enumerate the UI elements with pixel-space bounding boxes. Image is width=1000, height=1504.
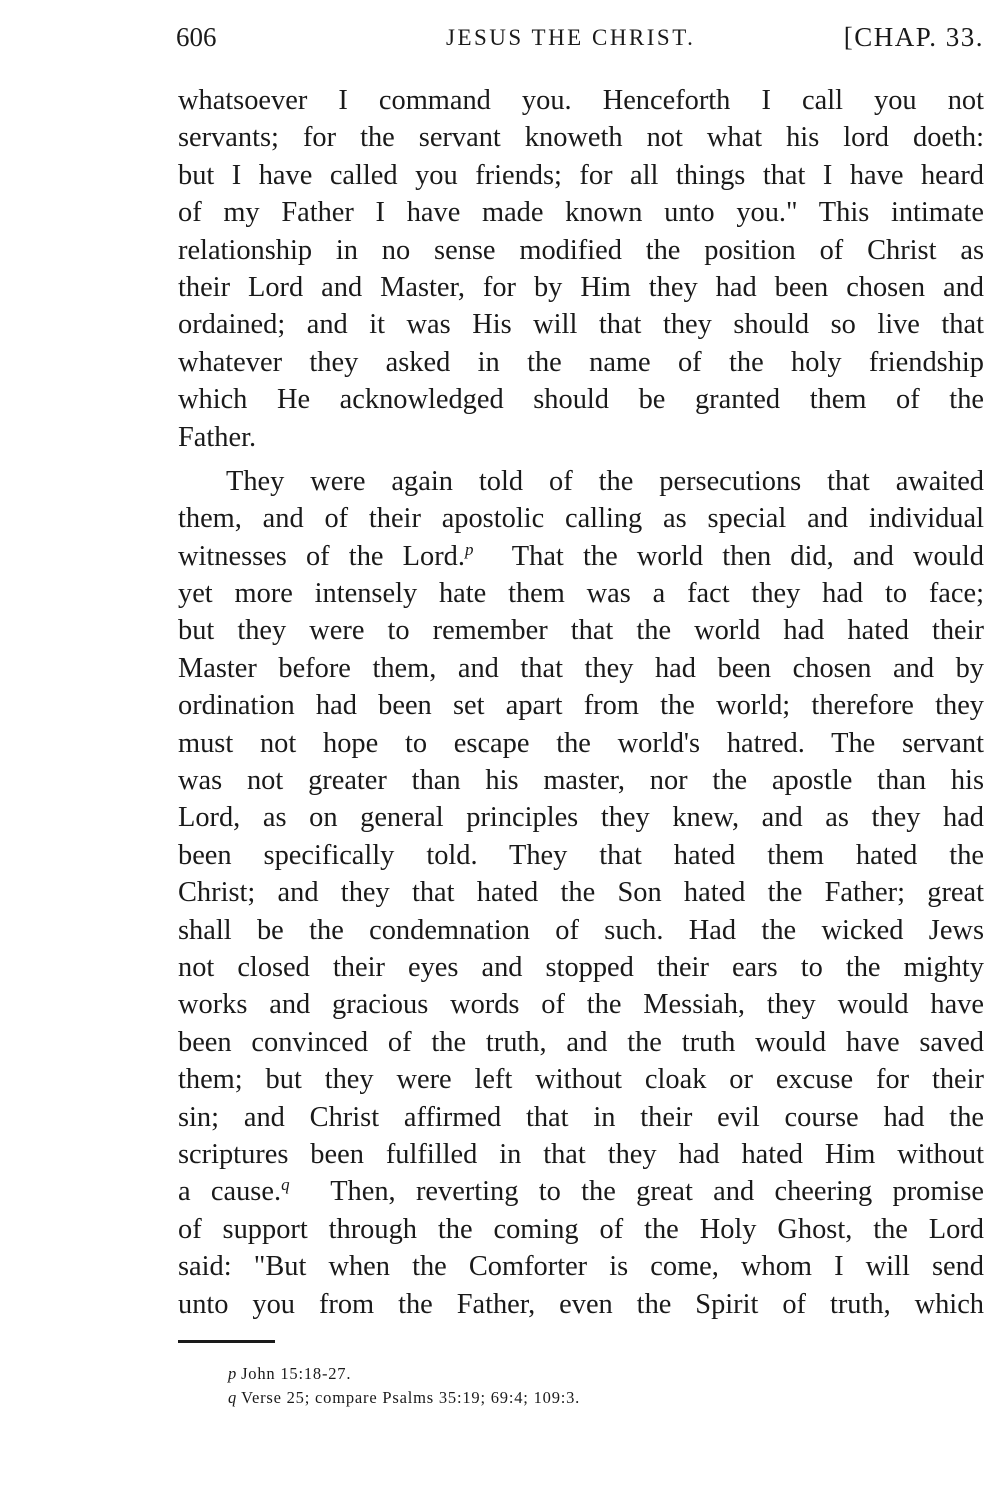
book-title: JESUS THE CHRIST.: [446, 25, 696, 50]
chapter-label: [CHAP. 33.: [843, 22, 984, 52]
footnote-mark: q: [228, 1388, 238, 1407]
footnotes: [228, 1362, 580, 1410]
page-number: 606: [176, 22, 217, 52]
text-segment: Then, reverting to the great and cheering promise: [330, 1176, 984, 1208]
footnote-ref-p[interactable]: p: [464, 539, 474, 559]
text-line: whatever they asked in the name of the holy friendship: [178, 346, 984, 378]
text-line: servants; for the servant knoweth not what his lord doeth:: [178, 122, 984, 154]
text-segment: witnesses of the Lord.: [178, 540, 465, 572]
text-line: Christ; and they that hated the Son hated the Father; great: [178, 877, 984, 909]
text-line: but they were to remember that the world had hated their: [178, 615, 984, 647]
text-line: Father.: [178, 421, 257, 453]
text-line: works and gracious words of the Messiah, they would have: [178, 989, 984, 1021]
paragraph-1: [178, 82, 984, 456]
footnote-q: [228, 1386, 580, 1410]
running-head: [176, 22, 984, 62]
text-line: [178, 538, 984, 575]
text-line: yet more intensely hate them was a fact they had to face;: [178, 578, 984, 610]
text-line: but I have called you friends; for all things that I have heard: [178, 159, 984, 191]
text-line: not closed their eyes and stopped their ears to the mighty: [178, 951, 984, 983]
text-segment: That the world then did, and would: [511, 540, 984, 572]
text-line: of my Father I have made known unto you." This intimate: [178, 197, 984, 229]
text-line: shall be the condemnation of such. Had the wicked Jews: [178, 914, 984, 946]
text-segment: a cause.: [178, 1176, 282, 1208]
footnote-text: Verse 25; compare Psalms 35:19; 69:4; 109:3.: [241, 1388, 581, 1407]
text-line: [178, 1173, 984, 1210]
text-line: They were again told of the persecutions that awaited: [226, 465, 984, 497]
body-text: [178, 82, 984, 1323]
footnote-rule: [178, 1340, 275, 1343]
text-line: which He acknowledged should be granted them of the: [178, 384, 984, 416]
text-line: their Lord and Master, for by Him they had been chosen and: [178, 271, 984, 303]
text-line: must not hope to escape the world's hatred. The servant: [178, 727, 984, 759]
text-line: was not greater than his master, nor the apostle than his: [178, 765, 984, 797]
text-line: ordination had been set apart from the world; therefore they: [178, 690, 984, 722]
text-line: been convinced of the truth, and the truth would have saved: [178, 1026, 984, 1058]
text-line: said: "But when the Comforter is come, whom I will send: [178, 1251, 984, 1283]
text-line: them; but they were left without cloak or excuse for their: [178, 1064, 984, 1096]
text-line: been specifically told. They that hated them hated the: [178, 839, 984, 871]
text-line: scriptures been fulfilled in that they had hated Him without: [178, 1138, 984, 1170]
footnote-mark: p: [228, 1364, 238, 1383]
text-line: them, and of their apostolic calling as special and individual: [178, 503, 984, 535]
text-line: Lord, as on general principles they knew, and as they had: [178, 802, 984, 834]
text-line: relationship in no sense modified the position of Christ as: [178, 234, 984, 266]
footnote-p: [228, 1362, 580, 1386]
footnote-text: John 15:18-27.: [241, 1364, 352, 1383]
text-line: unto you from the Father, even the Spirit of truth, which: [178, 1288, 984, 1320]
paragraph-2: [178, 463, 984, 1323]
text-line: sin; and Christ affirmed that in their evil course had the: [178, 1101, 984, 1133]
text-line: whatsoever I command you. Henceforth I call you not: [178, 85, 984, 116]
text-line: ordained; and it was His will that they should so live that: [178, 309, 984, 341]
footnote-ref-q[interactable]: q: [281, 1175, 290, 1195]
text-line: Master before them, and that they had been chosen and by: [178, 652, 984, 684]
text-line: of support through the coming of the Holy Ghost, the Lord: [178, 1213, 984, 1245]
